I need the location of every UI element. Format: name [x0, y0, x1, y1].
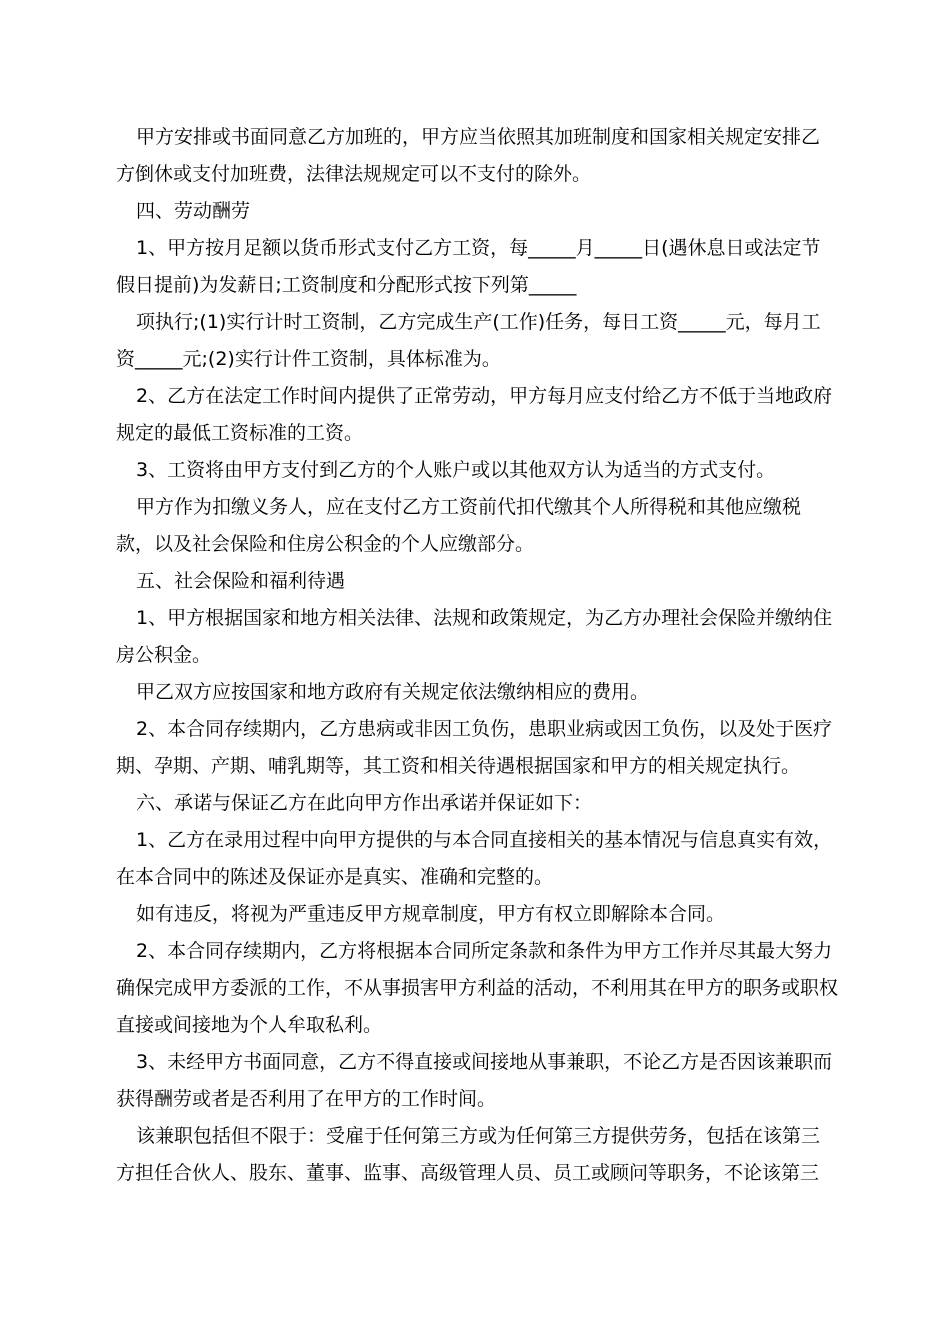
paragraph-social-insurance: 1、甲方根据国家和地方相关法律、法规和政策规定，为乙方办理社会保险并缴纳住房公积金。 [116, 607, 833, 666]
paragraph-fees: 甲乙双方应按国家和地方政府有关规定依法缴纳相应的费用。 [136, 681, 650, 703]
paragraph-violation: 如有违反，将视为严重违反甲方规章制度，甲方有权立即解除本合同。 [136, 903, 726, 925]
paragraph-sick-leave: 2、本合同存续期内，乙方患病或非因工负伤，患职业病或因工负伤，以及处于医疗期、孕期、产期、哺乳期等，其工资和相关待遇根据国家和甲方的相关规定执行。 [116, 718, 833, 777]
section-heading-remuneration: 四、劳动酬劳 [136, 200, 251, 222]
paragraph-part-time-scope: 该兼职包括但不限于：受雇于任何第三方或为任何第三方提供劳务，包括在该第三方担任合伙人、股东、董事、监事、高级管理人员、员工或顾问等职务，不论该第三 [116, 1125, 821, 1184]
paragraph-true-information: 1、乙方在录用过程中向甲方提供的与本合同直接相关的基本情况与信息真实有效，在本合同中的陈述及保证亦是真实、准确和完整的。 [116, 829, 833, 888]
paragraph-salary-system: 项执行;(1)实行计时工资制，乙方完成生产(工作)任务，每日工资_____元，每月工资_____元;(2)实行计件工资制，具体标准为。 [116, 311, 821, 370]
paragraph-overtime: 甲方安排或书面同意乙方加班的，甲方应当依照其加班制度和国家相关规定安排乙方倒休或支付加班费，法律法规规定可以不支付的除外。 [116, 126, 821, 185]
paragraph-salary-payment: 1、甲方按月足额以货币形式支付乙方工资，每_____月_____日(遇休息日或法定节假日提前)为发薪日;工资制度和分配形式按下列第_____ [116, 237, 821, 296]
paragraph-minimum-wage: 2、乙方在法定工作时间内提供了正常劳动，甲方每月应支付给乙方不低于当地政府规定的最低工资标准的工资。 [116, 385, 833, 444]
section-heading-commitments: 六、承诺与保证乙方在此向甲方作出承诺并保证如下： [136, 792, 593, 814]
paragraph-tax-withholding: 甲方作为扣缴义务人，应在支付乙方工资前代扣代缴其个人所得税和其他应缴税款，以及社会保险和住房公积金的个人应缴部分。 [116, 496, 802, 555]
paragraph-payment-method: 3、工资将由甲方支付到乙方的个人账户或以其他双方认为适当的方式支付。 [136, 459, 776, 481]
document-body [116, 119, 838, 1192]
paragraph-part-time: 3、未经甲方书面同意，乙方不得直接或间接地从事兼职，不论乙方是否因该兼职而获得酬劳或者是否利用了在甲方的工作时间。 [116, 1051, 833, 1110]
paragraph-best-efforts: 2、本合同存续期内，乙方将根据本合同所定条款和条件为甲方工作并尽其最大努力确保完成甲方委派的工作，不从事损害甲方利益的活动，不利用其在甲方的职务或职权直接或间接地为个人牟取私利。 [116, 940, 839, 1036]
section-heading-social-insurance: 五、社会保险和福利待遇 [136, 570, 346, 592]
